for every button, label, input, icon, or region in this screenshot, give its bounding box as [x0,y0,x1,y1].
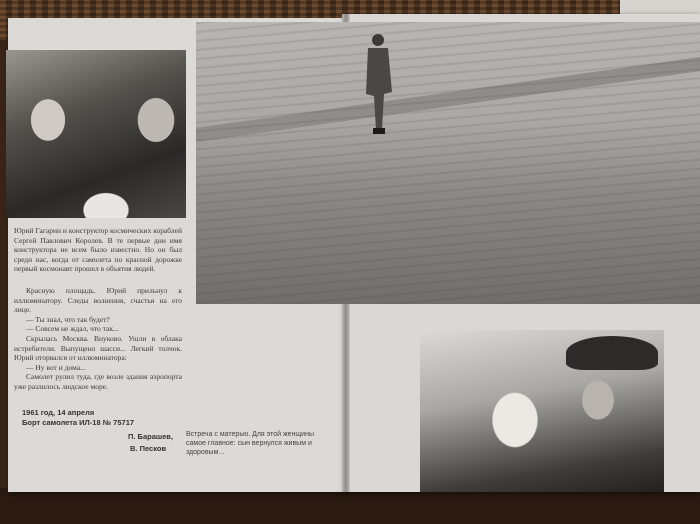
officer-cap [566,336,658,370]
story-paragraph: Скрылась Москва. Внуково. Ушли в облака истребители. Выпущено шасси... Легкий толчок. Юрий оторвался от иллюминатора: [14,333,182,363]
story-paragraph: Самолет рулил туда, где возле здания аэропорта уже разлилось людское море. [14,372,182,391]
caption-korolev: Юрий Гагарин и конструктор космических кораблей Сергей Павлович Королев. В те первые дни имя конструктора не всем было известно. Но он был среди нас, когда от самолета по красной дорожке первый космонавт прошел в объятия людей. [14,226,183,274]
story-paragraph: — Ты знал, что так будет? [26,314,110,324]
photo-gagarin-korolev [6,50,186,218]
author-barashev: П. Барашев, [128,432,173,441]
story-paragraph: — Ну вот и дома... [26,362,86,372]
caption-mother: Встреча с матерью. Для этой женщины самое главное: сын вернулся живым и здоровым... [186,431,314,457]
photo-runway-walking [196,22,700,304]
flight-line: Борт самолета ИЛ-18 № 75717 [22,418,135,427]
walking-figure [358,30,398,140]
date-line: 1961 год, 14 апреля [22,408,95,417]
story-paragraph: Красную площадь. Юрий прильнул к иллюминатору. Следы волнения, счастья на его лице. [14,286,182,315]
table-surface [0,488,700,524]
author-peskov: В. Песков [130,444,167,453]
story-paragraph: — Совсем не ждал, что так... [26,324,119,334]
story-text [14,286,182,392]
